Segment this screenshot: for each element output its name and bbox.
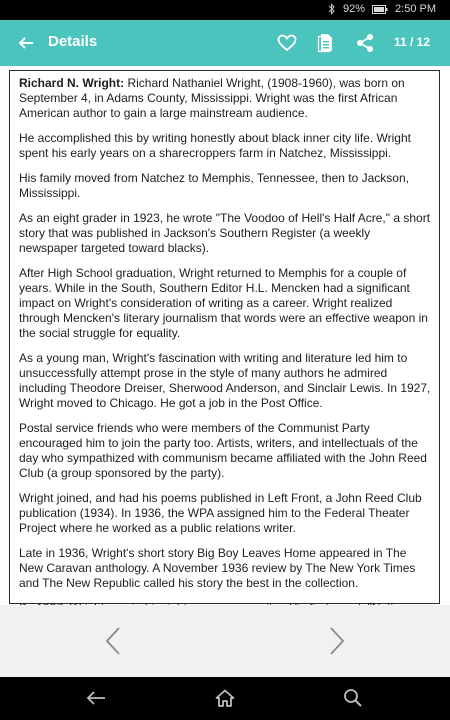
article-paragraph: His family moved from Natchez to Memphis, Tennessee, then to Jackson, Mississippi.: [19, 171, 409, 200]
page-counter: 11 / 12: [393, 35, 430, 49]
heart-icon: [277, 34, 297, 52]
system-nav-bar: [0, 677, 450, 720]
document-icon: [317, 33, 335, 53]
arrow-left-icon: [18, 35, 34, 51]
article-paragraph: After High School graduation, Wright returned to Memphis for a couple of years. While in the South, Southern Editor H.L. Mencken had a significant impact on Wright's consideration of writing as a career. Wright realized through Mencken's literary journalism that words were an effective weapon in the social struggle for equality.: [19, 266, 428, 340]
article-paragraph: Postal service friends who were members of the Communist Party encouraged him to join the party too. Artists, writers, and intellectuals of the day who sympathized with communism became affiliated with the John Reed Club (a group sponsored by the party).: [19, 421, 427, 480]
article-body: [19, 76, 431, 626]
search-icon: [343, 688, 363, 708]
article-lead-name: Richard N. Wright:: [19, 76, 125, 90]
status-time: 2:50 PM: [395, 3, 436, 15]
article-card: [9, 70, 440, 604]
pager-bar: [0, 605, 450, 677]
article-paragraph: Wright joined, and had his poems published in Left Front, a John Reed Club publication (1934). In 1936, the WPA assigned him to the Federal Theater Project where he worked as a public relations writer.: [19, 491, 422, 535]
status-right: [328, 3, 436, 15]
status-bar: [0, 0, 450, 20]
system-search-button[interactable]: [341, 687, 365, 709]
article-paragraph: Late in 1936, Wright's short story Big Boy Leaves Home appeared in The New Caravan anthology. A November 1936 review by The New York Times and The New Republic called his story the best in the collection.: [19, 546, 416, 590]
battery-icon: [372, 5, 388, 14]
chevron-left-icon: [104, 626, 122, 656]
battery-percent: 92%: [343, 3, 366, 15]
back-button[interactable]: [14, 31, 38, 55]
article-paragraph: He accomplished this by writing honestly about black inner city life. Wright spent his early years on a sharecroppers farm in Natchez, Mississippi.: [19, 131, 411, 160]
article-lead-text: Richard Nathaniel Wright, (1908-1960), was born on September 4, in Adams County, Mississippi. Wright was the first African American author to gain a large mainstream audience.: [19, 76, 405, 120]
article-paragraph: As a young man, Wright's fascination with writing and literature led him to unsuccessfully attempt prose in the style of many authors he admired including Theodore Dreiser, Sherwood Anderson, and Sinclair Lewis. In 1927, Wright moved to Chicago. He got a job in the Post Office.: [19, 351, 431, 410]
home-icon: [215, 689, 235, 707]
system-home-button[interactable]: [213, 687, 237, 709]
app-bar: [0, 20, 450, 66]
bluetooth-icon: [328, 3, 336, 15]
chevron-right-icon: [328, 626, 346, 656]
system-back-button[interactable]: [84, 687, 108, 709]
back-icon: [86, 690, 106, 706]
article-lead: [19, 76, 431, 121]
previous-button[interactable]: [98, 625, 128, 657]
share-button[interactable]: [353, 31, 377, 55]
favorite-button[interactable]: [275, 31, 299, 55]
document-button[interactable]: [314, 31, 338, 55]
article-paragraph: As an eight grader in 1923, he wrote "The Voodoo of Hell's Half Acre," a short story that was published in Jackson's Southern Register (a weekly newspaper targeted toward blacks).: [19, 211, 431, 255]
page-title: Details: [48, 33, 98, 50]
next-button[interactable]: [322, 625, 352, 657]
share-icon: [355, 33, 375, 53]
